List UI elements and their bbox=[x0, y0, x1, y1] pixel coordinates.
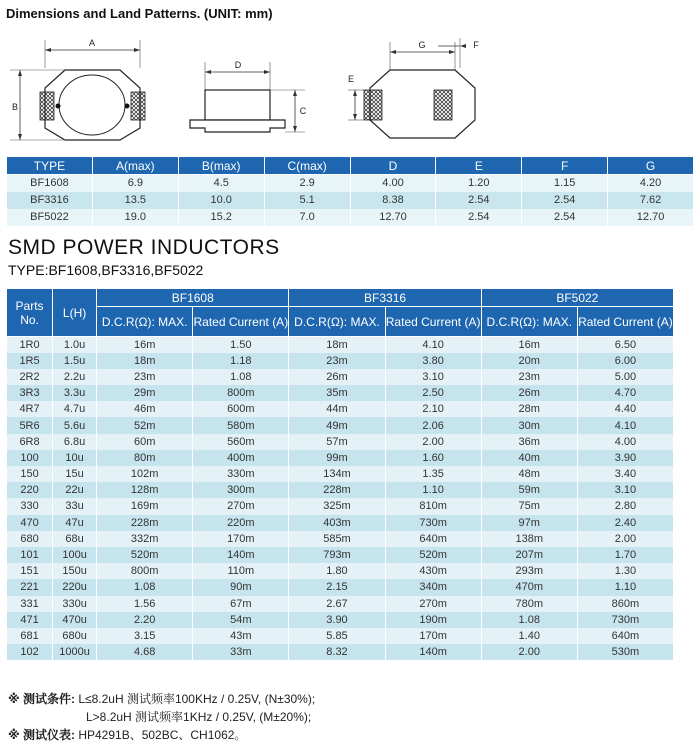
spec-cell: 2R2 bbox=[7, 369, 53, 385]
note-conditions-text-1: L≤8.2uH 测试频率100KHz / 0.25V, (N±30%); bbox=[75, 692, 316, 706]
dimensions-table-row bbox=[7, 209, 694, 226]
spec-cell: 23m bbox=[289, 353, 385, 369]
spec-cell: 640m bbox=[385, 531, 481, 547]
group-bf5022: BF5022 bbox=[481, 289, 673, 307]
spec-cell: 23m bbox=[481, 369, 577, 385]
spec-cell: 3.15 bbox=[97, 628, 193, 644]
spec-cell: 1.30 bbox=[577, 563, 673, 579]
dim-label-e: E bbox=[347, 74, 355, 84]
spec-cell: 59m bbox=[481, 482, 577, 498]
spec-cell: 102m bbox=[97, 466, 193, 482]
spec-cell: 430m bbox=[385, 563, 481, 579]
spec-cell: 67m bbox=[193, 596, 289, 612]
spec-cell: 2.06 bbox=[385, 417, 481, 433]
spec-table-row bbox=[7, 466, 674, 482]
spec-table-group-header bbox=[7, 289, 674, 307]
spec-cell: 1R0 bbox=[7, 337, 53, 353]
spec-cell: 100 bbox=[7, 450, 53, 466]
dimensions-cell: BF3316 bbox=[7, 192, 93, 209]
col-dcr-bf5022: D.C.R(Ω): MAX. bbox=[481, 307, 577, 337]
spec-cell: 140m bbox=[193, 547, 289, 563]
spec-cell: 800m bbox=[193, 385, 289, 401]
spec-table-row bbox=[7, 369, 674, 385]
spec-cell: 1.60 bbox=[385, 450, 481, 466]
spec-cell: 101 bbox=[7, 547, 53, 563]
spec-cell: 470u bbox=[53, 612, 97, 628]
spec-cell: 2.15 bbox=[289, 579, 385, 595]
inductor-spec-table bbox=[6, 288, 674, 660]
spec-table-row bbox=[7, 401, 674, 417]
spec-cell: 52m bbox=[97, 417, 193, 433]
spec-cell: 80m bbox=[97, 450, 193, 466]
spec-cell: 3.3u bbox=[53, 385, 97, 401]
spec-table-row bbox=[7, 612, 674, 628]
spec-cell: 1.5u bbox=[53, 353, 97, 369]
spec-table-row bbox=[7, 434, 674, 450]
spec-cell: 40m bbox=[481, 450, 577, 466]
dimensions-table-header bbox=[7, 157, 694, 175]
spec-cell: 68u bbox=[53, 531, 97, 547]
spec-cell: 270m bbox=[193, 498, 289, 514]
dimensions-cell: 2.54 bbox=[436, 209, 522, 226]
spec-cell: 29m bbox=[97, 385, 193, 401]
spec-cell: 30m bbox=[481, 417, 577, 433]
spec-cell: 1R5 bbox=[7, 353, 53, 369]
dimensions-cell: 4.00 bbox=[350, 175, 436, 192]
side-view-drawing bbox=[190, 60, 307, 132]
spec-cell: 325m bbox=[289, 498, 385, 514]
spec-cell: 730m bbox=[577, 612, 673, 628]
spec-cell: 28m bbox=[481, 401, 577, 417]
spec-cell: 190m bbox=[385, 612, 481, 628]
dimension-drawings bbox=[0, 28, 700, 154]
spec-cell: 48m bbox=[481, 466, 577, 482]
spec-table-row bbox=[7, 353, 674, 369]
spec-cell: 1.50 bbox=[193, 337, 289, 353]
spec-table-row bbox=[7, 450, 674, 466]
spec-cell: 5.85 bbox=[289, 628, 385, 644]
spec-cell: 520m bbox=[385, 547, 481, 563]
spec-cell: 471 bbox=[7, 612, 53, 628]
spec-cell: 33u bbox=[53, 498, 97, 514]
spec-cell: 4R7 bbox=[7, 401, 53, 417]
spec-cell: 6.8u bbox=[53, 434, 97, 450]
spec-cell: 138m bbox=[481, 531, 577, 547]
spec-cell: 2.2u bbox=[53, 369, 97, 385]
note-conditions-text-2: L>8.2uH 测试频率1KHz / 0.25V, (M±20%); bbox=[86, 710, 312, 724]
spec-table-row bbox=[7, 563, 674, 579]
col-rated-bf5022: Rated Current (A) bbox=[577, 307, 673, 337]
spec-cell: 228m bbox=[97, 515, 193, 531]
dim-label-g: G bbox=[418, 40, 426, 50]
spec-cell: 4.10 bbox=[577, 417, 673, 433]
dimensions-cell: 19.0 bbox=[92, 209, 178, 226]
dimensions-cell: 6.9 bbox=[92, 175, 178, 192]
spec-cell: 97m bbox=[481, 515, 577, 531]
spec-cell: 6R8 bbox=[7, 434, 53, 450]
dimensions-title: Dimensions and Land Patterns. (UNIT: mm) bbox=[6, 6, 273, 21]
spec-cell: 730m bbox=[385, 515, 481, 531]
dimensions-cell: 1.15 bbox=[522, 175, 608, 192]
dimension-drawings-svg bbox=[0, 28, 700, 154]
col-rated-bf1608: Rated Current (A) bbox=[193, 307, 289, 337]
spec-cell: 2.20 bbox=[97, 612, 193, 628]
spec-cell: 2.80 bbox=[577, 498, 673, 514]
spec-cell: 1.18 bbox=[193, 353, 289, 369]
spec-cell: 5.6u bbox=[53, 417, 97, 433]
spec-cell: 470 bbox=[7, 515, 53, 531]
spec-cell: 793m bbox=[289, 547, 385, 563]
dimensions-cell: BF1608 bbox=[7, 175, 93, 192]
spec-cell: 16m bbox=[97, 337, 193, 353]
dimensions-table bbox=[6, 156, 694, 226]
note-instruments-text: HP4291B、502BC、CH1062。 bbox=[75, 728, 247, 742]
spec-cell: 15u bbox=[53, 466, 97, 482]
col-f: F bbox=[522, 157, 608, 175]
dimensions-cell: 2.54 bbox=[522, 209, 608, 226]
dimensions-table-row bbox=[7, 175, 694, 192]
spec-table-row bbox=[7, 498, 674, 514]
spec-cell: 220 bbox=[7, 482, 53, 498]
spec-cell: 340m bbox=[385, 579, 481, 595]
spec-cell: 4.10 bbox=[385, 337, 481, 353]
spec-cell: 220u bbox=[53, 579, 97, 595]
spec-cell: 33m bbox=[193, 644, 289, 660]
spec-cell: 4.00 bbox=[577, 434, 673, 450]
spec-cell: 151 bbox=[7, 563, 53, 579]
spec-cell: 47u bbox=[53, 515, 97, 531]
col-e: E bbox=[436, 157, 522, 175]
spec-cell: 100u bbox=[53, 547, 97, 563]
dimensions-cell: 8.38 bbox=[350, 192, 436, 209]
col-type: TYPE bbox=[7, 157, 93, 175]
dimensions-cell: BF5022 bbox=[7, 209, 93, 226]
spec-cell: 26m bbox=[481, 385, 577, 401]
spec-table-row bbox=[7, 644, 674, 660]
col-rated-bf3316: Rated Current (A) bbox=[385, 307, 481, 337]
spec-cell: 530m bbox=[577, 644, 673, 660]
spec-table-row bbox=[7, 531, 674, 547]
land-pattern-drawing bbox=[348, 38, 479, 138]
spec-table-row bbox=[7, 579, 674, 595]
spec-cell: 332m bbox=[97, 531, 193, 547]
spec-cell: 580m bbox=[193, 417, 289, 433]
spec-cell: 1.40 bbox=[481, 628, 577, 644]
spec-cell: 140m bbox=[385, 644, 481, 660]
spec-cell: 520m bbox=[97, 547, 193, 563]
dimensions-table-row bbox=[7, 192, 694, 209]
spec-cell: 23m bbox=[97, 369, 193, 385]
spec-cell: 3.90 bbox=[577, 450, 673, 466]
dim-label-f: F bbox=[473, 40, 479, 50]
spec-cell: 1.70 bbox=[577, 547, 673, 563]
spec-cell: 221 bbox=[7, 579, 53, 595]
spec-cell: 1.08 bbox=[481, 612, 577, 628]
spec-cell: 128m bbox=[97, 482, 193, 498]
spec-cell: 57m bbox=[289, 434, 385, 450]
spec-cell: 99m bbox=[289, 450, 385, 466]
dimensions-cell: 4.20 bbox=[608, 175, 694, 192]
spec-table-row bbox=[7, 417, 674, 433]
dimensions-cell: 12.70 bbox=[608, 209, 694, 226]
spec-cell: 22u bbox=[53, 482, 97, 498]
spec-cell: 3.80 bbox=[385, 353, 481, 369]
spec-cell: 207m bbox=[481, 547, 577, 563]
spec-cell: 2.50 bbox=[385, 385, 481, 401]
spec-cell: 810m bbox=[385, 498, 481, 514]
spec-cell: 330u bbox=[53, 596, 97, 612]
dimensions-cell: 7.0 bbox=[264, 209, 350, 226]
group-bf3316: BF3316 bbox=[289, 289, 481, 307]
spec-cell: 4.7u bbox=[53, 401, 97, 417]
dimensions-cell: 2.54 bbox=[522, 192, 608, 209]
spec-cell: 2.00 bbox=[481, 644, 577, 660]
spec-cell: 26m bbox=[289, 369, 385, 385]
spec-cell: 1.80 bbox=[289, 563, 385, 579]
spec-cell: 1.0u bbox=[53, 337, 97, 353]
top-view-drawing bbox=[10, 38, 145, 140]
spec-cell: 300m bbox=[193, 482, 289, 498]
col-inductance: L(H) bbox=[53, 289, 97, 337]
spec-table-row bbox=[7, 628, 674, 644]
spec-table-row bbox=[7, 482, 674, 498]
spec-cell: 16m bbox=[481, 337, 577, 353]
test-notes bbox=[8, 690, 315, 744]
spec-cell: 49m bbox=[289, 417, 385, 433]
spec-cell: 75m bbox=[481, 498, 577, 514]
spec-cell: 330 bbox=[7, 498, 53, 514]
spec-cell: 102 bbox=[7, 644, 53, 660]
dim-label-d: D bbox=[234, 60, 242, 70]
spec-cell: 3.10 bbox=[385, 369, 481, 385]
spec-cell: 600m bbox=[193, 401, 289, 417]
spec-cell: 560m bbox=[193, 434, 289, 450]
spec-cell: 3.10 bbox=[577, 482, 673, 498]
col-c-max: C(max) bbox=[264, 157, 350, 175]
spec-cell: 3.40 bbox=[577, 466, 673, 482]
dimensions-cell: 12.70 bbox=[350, 209, 436, 226]
dim-label-c: C bbox=[299, 106, 307, 116]
spec-cell: 400m bbox=[193, 450, 289, 466]
spec-cell: 169m bbox=[97, 498, 193, 514]
spec-cell: 1.10 bbox=[577, 579, 673, 595]
dimensions-cell: 13.5 bbox=[92, 192, 178, 209]
spec-cell: 3.90 bbox=[289, 612, 385, 628]
spec-table-row bbox=[7, 596, 674, 612]
spec-cell: 640m bbox=[577, 628, 673, 644]
spec-cell: 54m bbox=[193, 612, 289, 628]
spec-cell: 228m bbox=[289, 482, 385, 498]
spec-cell: 6.00 bbox=[577, 353, 673, 369]
spec-cell: 170m bbox=[193, 531, 289, 547]
spec-cell: 46m bbox=[97, 401, 193, 417]
spec-cell: 1.08 bbox=[97, 579, 193, 595]
spec-cell: 36m bbox=[481, 434, 577, 450]
col-dcr-bf1608: D.C.R(Ω): MAX. bbox=[97, 307, 193, 337]
spec-cell: 8.32 bbox=[289, 644, 385, 660]
dimensions-cell: 5.1 bbox=[264, 192, 350, 209]
spec-cell: 10u bbox=[53, 450, 97, 466]
note-conditions-label: ※ 测试条件: bbox=[8, 692, 75, 706]
note-instruments-label: ※ 测试仪表: bbox=[8, 728, 75, 742]
spec-table-row bbox=[7, 515, 674, 531]
spec-cell: 331 bbox=[7, 596, 53, 612]
spec-cell: 681 bbox=[7, 628, 53, 644]
col-parts-no: Parts No. bbox=[7, 289, 53, 337]
col-a-max: A(max) bbox=[92, 157, 178, 175]
dimensions-cell: 2.9 bbox=[264, 175, 350, 192]
dimensions-cell: 7.62 bbox=[608, 192, 694, 209]
product-title: SMD POWER INDUCTORS bbox=[8, 236, 280, 259]
spec-cell: 4.68 bbox=[97, 644, 193, 660]
spec-cell: 1.08 bbox=[193, 369, 289, 385]
spec-cell: 3R3 bbox=[7, 385, 53, 401]
spec-cell: 170m bbox=[385, 628, 481, 644]
dimensions-cell: 4.5 bbox=[178, 175, 264, 192]
spec-cell: 4.70 bbox=[577, 385, 673, 401]
spec-cell: 585m bbox=[289, 531, 385, 547]
spec-table-row bbox=[7, 337, 674, 353]
spec-cell: 403m bbox=[289, 515, 385, 531]
dim-label-a: A bbox=[88, 38, 96, 48]
spec-cell: 1000u bbox=[53, 644, 97, 660]
spec-table-row bbox=[7, 547, 674, 563]
spec-cell: 6.50 bbox=[577, 337, 673, 353]
spec-cell: 1.56 bbox=[97, 596, 193, 612]
spec-cell: 2.40 bbox=[577, 515, 673, 531]
col-b-max: B(max) bbox=[178, 157, 264, 175]
spec-cell: 150 bbox=[7, 466, 53, 482]
spec-cell: 680u bbox=[53, 628, 97, 644]
note-test-instruments bbox=[8, 726, 315, 744]
spec-cell: 5R6 bbox=[7, 417, 53, 433]
col-dcr-bf3316: D.C.R(Ω): MAX. bbox=[289, 307, 385, 337]
spec-cell: 5.00 bbox=[577, 369, 673, 385]
group-bf1608: BF1608 bbox=[97, 289, 289, 307]
spec-cell: 220m bbox=[193, 515, 289, 531]
spec-cell: 4.40 bbox=[577, 401, 673, 417]
spec-cell: 330m bbox=[193, 466, 289, 482]
spec-cell: 20m bbox=[481, 353, 577, 369]
spec-cell: 1.35 bbox=[385, 466, 481, 482]
spec-cell: 18m bbox=[289, 337, 385, 353]
col-d: D bbox=[350, 157, 436, 175]
spec-cell: 293m bbox=[481, 563, 577, 579]
spec-cell: 680 bbox=[7, 531, 53, 547]
spec-cell: 1.10 bbox=[385, 482, 481, 498]
spec-cell: 470m bbox=[481, 579, 577, 595]
dimensions-cell: 10.0 bbox=[178, 192, 264, 209]
spec-cell: 860m bbox=[577, 596, 673, 612]
spec-cell: 90m bbox=[193, 579, 289, 595]
spec-cell: 270m bbox=[385, 596, 481, 612]
dimensions-cell: 2.54 bbox=[436, 192, 522, 209]
spec-cell: 150u bbox=[53, 563, 97, 579]
spec-table-row bbox=[7, 385, 674, 401]
spec-cell: 60m bbox=[97, 434, 193, 450]
spec-cell: 2.10 bbox=[385, 401, 481, 417]
spec-cell: 18m bbox=[97, 353, 193, 369]
spec-cell: 35m bbox=[289, 385, 385, 401]
spec-cell: 780m bbox=[481, 596, 577, 612]
spec-cell: 134m bbox=[289, 466, 385, 482]
col-g: G bbox=[608, 157, 694, 175]
spec-cell: 2.00 bbox=[577, 531, 673, 547]
spec-cell: 44m bbox=[289, 401, 385, 417]
dim-label-b: B bbox=[11, 102, 19, 112]
spec-cell: 43m bbox=[193, 628, 289, 644]
spec-table-sub-header bbox=[7, 307, 674, 337]
spec-cell: 800m bbox=[97, 563, 193, 579]
spec-cell: 2.67 bbox=[289, 596, 385, 612]
dimensions-cell: 1.20 bbox=[436, 175, 522, 192]
product-type-line: TYPE:BF1608,BF3316,BF5022 bbox=[8, 262, 204, 278]
dimensions-cell: 15.2 bbox=[178, 209, 264, 226]
note-test-conditions bbox=[8, 690, 315, 708]
spec-cell: 2.00 bbox=[385, 434, 481, 450]
spec-cell: 110m bbox=[193, 563, 289, 579]
